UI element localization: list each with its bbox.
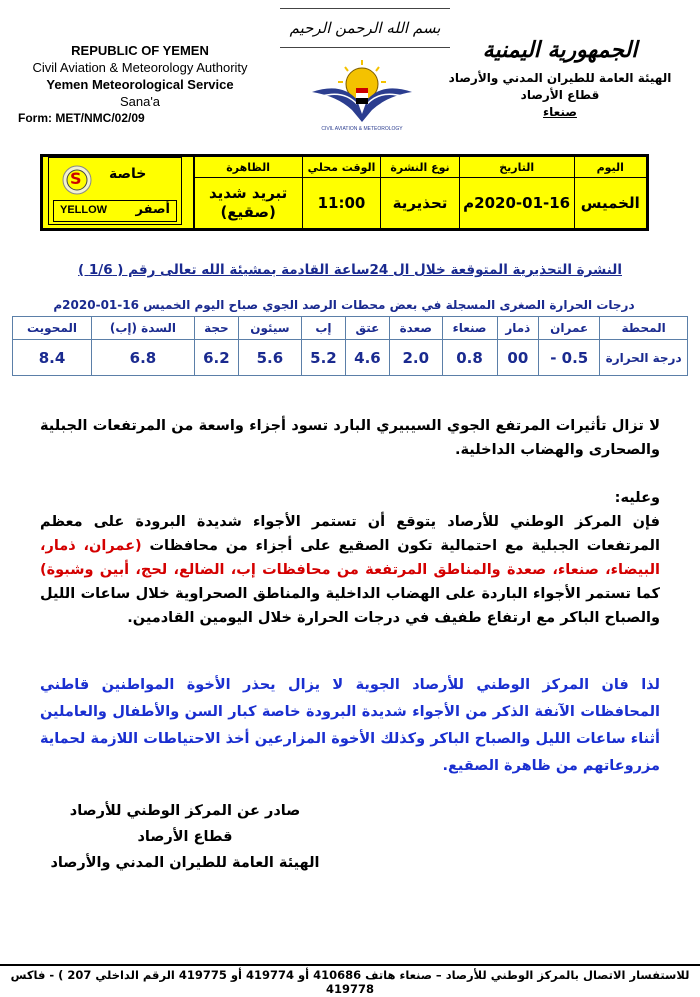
- issuer-line-3: الهيئة العامة للطيران المدني والأرصاد: [50, 855, 320, 871]
- header-phenomenon: الظاهرة: [194, 157, 303, 178]
- country-en: REPUBLIC OF YEMEN: [71, 43, 209, 58]
- footer-divider: [0, 964, 700, 966]
- station-name: ذمار: [497, 317, 539, 340]
- forecast-governorates: (عمران، ذمار، البيضاء، صنعاء، صعدة والمناطق المرتفعة من محافظات إب، الضالع، لحج، أبين وشبوة): [40, 538, 660, 578]
- temperature-value: 5.6: [238, 340, 301, 376]
- value-day: الخميس: [574, 178, 646, 229]
- header-type: نوع النشرة: [381, 157, 460, 178]
- header-date: التاريخ: [459, 157, 574, 178]
- temperature-value: 0.5 -: [539, 340, 600, 376]
- temperature-row-label: درجة الحرارة: [600, 340, 688, 376]
- value-phenomenon: تبريد شديد (صقيع): [194, 178, 303, 229]
- station-name: سيئون: [238, 317, 301, 340]
- issuer-line-2: قطاع الأرصاد: [137, 829, 233, 845]
- temperature-value: 6.2: [194, 340, 238, 376]
- temps-subtitle: درجات الحرارة الصغرى المسجلة في بعض محطات الرصد الجوي صباح اليوم الخميس 16-01-2020م: [53, 298, 635, 312]
- situation-paragraph: لا تزال تأثيرات المرتفع الجوي السيبيري البارد تسود أجزاء واسعة من المرتفعات الجبلية والصحارى والهضاب الداخلية.: [40, 418, 660, 458]
- basmala: بسم الله الرحمن الرحيم: [280, 8, 450, 48]
- header-time: الوقت محلي: [302, 157, 381, 178]
- header-day: اليوم: [574, 157, 646, 178]
- warning-paragraph: لذا فان المركز الوطني للأرصاد الجوية لا يزال يحذر الأخوة المواطنين قاطني المحافظات الآنفة الذكر من الأجواء شديدة البرودة خاصة كبار السن والأطفال والعاملين أثناء ساعات الليل والصباح الباكر وكذلك الأخوة المزارعين أخذ الاحتياطات اللازمة لحماية مزروعاتهم من ظاهرة الصقيع.: [40, 677, 660, 774]
- english-header: [10, 42, 270, 110]
- temperature-value: 0.8: [442, 340, 497, 376]
- badge-special: خاصة: [109, 166, 147, 182]
- station-name: حجة: [194, 317, 238, 340]
- station-name: المحويت: [13, 317, 92, 340]
- authority-logo: [302, 52, 422, 132]
- issuer-signature: [30, 798, 340, 876]
- service-en: Yemen Meteorological Service: [46, 77, 234, 92]
- temperature-value: 4.6: [345, 340, 389, 376]
- temperature-value: 6.8: [92, 340, 195, 376]
- contact-footer: للاستفسار الاتصال بالمركز الوطني للأرصاد – صنعاء هاتف 410686 أو 419774 أو 419775 الرقم الداخلي 207 ) - فاكس 419778: [10, 968, 690, 996]
- station-name: إب: [301, 317, 345, 340]
- temperature-value: 00: [497, 340, 539, 376]
- forecast-paragraph: [40, 486, 660, 630]
- badge-letter: S: [70, 169, 82, 188]
- forecast-intro: وعليه:: [614, 490, 660, 506]
- badge-english: YELLOW: [60, 204, 108, 216]
- temperature-value: 5.2: [301, 340, 345, 376]
- station-name: صنعاء: [442, 317, 497, 340]
- temperatures-table: [12, 316, 688, 376]
- bulletin-title: النشرة التحذيرية المتوقعة خلال ال 24ساعة القادمة بمشيئة الله تعالى رقم ( 1/6 ): [78, 262, 622, 278]
- issuer-line-1: صادر عن المركز الوطني للأرصاد: [69, 803, 301, 819]
- badge-arabic: أصفر: [135, 202, 170, 217]
- station-name: عمران: [539, 317, 600, 340]
- arabic-header: [440, 30, 680, 121]
- authority-en: Civil Aviation & Meteorology Authority: [32, 60, 248, 75]
- city-en: Sana'a: [119, 94, 161, 109]
- authority-ar: الهيئة العامة للطيران المدني والأرصاد: [448, 71, 672, 85]
- form-code: Form: MET/NMC/02/09: [18, 111, 145, 125]
- sector-ar: قطاع الأرصاد: [520, 88, 600, 102]
- value-type: تحذيرية: [381, 178, 460, 229]
- country-ar: الجمهورية اليمنية: [482, 37, 638, 63]
- city-ar: صنعاء: [543, 105, 577, 119]
- temperature-value: 8.4: [13, 340, 92, 376]
- temperature-value: 2.0: [389, 340, 442, 376]
- value-date: 2020-01-16م: [459, 178, 574, 229]
- station-name: السدة (إب): [92, 317, 195, 340]
- station-name: عتق: [345, 317, 389, 340]
- value-time: 11:00: [302, 178, 381, 229]
- alert-level-badge: [48, 157, 182, 225]
- logo-caption: CIVIL AVIATION & METEOROLOGY: [321, 126, 403, 132]
- forecast-text-b: كما تستمر الأجواء الباردة على الهضاب الداخلية والمناطق الصحراوية خلال ساعات الليل والصباح الباكر مع ارتفاع طفيف في درجات الحرارة خلال اليومين القادمين.: [40, 586, 660, 626]
- forecast-text-a: فإن المركز الوطني للأرصاد يتوقع أن تستمر الأجواء شديدة البرودة على معظم المرتفعات الجبلية مع احتمالية تكون الصقيع على أجزاء من محافظات: [40, 514, 660, 554]
- station-header: المحطة: [600, 317, 688, 340]
- station-name: صعدة: [389, 317, 442, 340]
